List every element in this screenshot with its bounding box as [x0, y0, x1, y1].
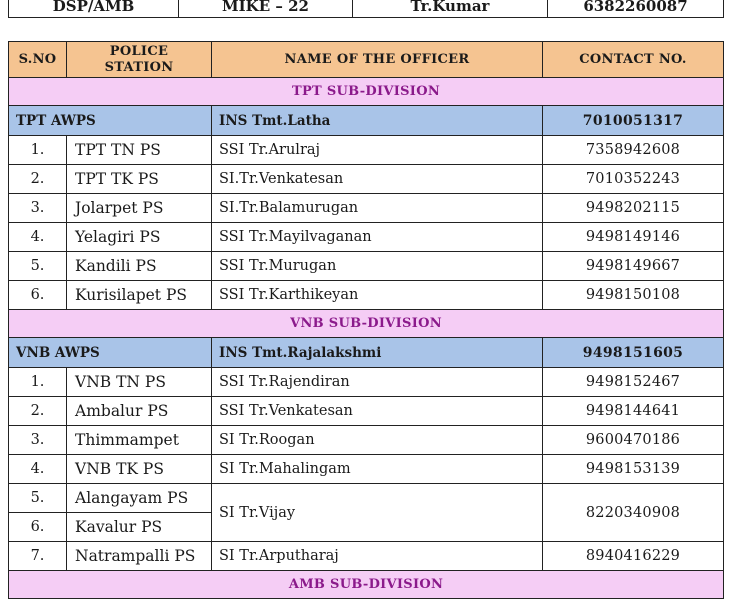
header-officer: NAME OF THE OFFICER: [212, 42, 543, 78]
table-row: [9, 397, 724, 426]
awps-officer: INS Tmt.Latha: [212, 106, 543, 136]
row-station: Ambalur PS: [67, 397, 212, 426]
row-officer: SSI Tr.Venkatesan: [212, 397, 543, 426]
row-station: Kavalur PS: [67, 513, 212, 542]
row-officer: SSI Tr.Arulraj: [212, 136, 543, 165]
row-sno: 3.: [9, 426, 67, 455]
cell-officer: Tr.Kumar: [353, 0, 548, 18]
row-officer: SI.Tr.Venkatesan: [212, 165, 543, 194]
row-contact: 7358942608: [543, 136, 724, 165]
row-station: Yelagiri PS: [67, 223, 212, 252]
awps-row-tpt: [9, 106, 724, 136]
table-row: [9, 484, 724, 513]
row-station: Kurisilapet PS: [67, 281, 212, 310]
header-station-line2: STATION: [104, 59, 174, 75]
row-contact-merged: 8220340908: [543, 484, 724, 542]
awps-row-vnb: [9, 338, 724, 368]
row-station: Thimmampet: [67, 426, 212, 455]
row-contact: 9498149146: [543, 223, 724, 252]
header-station-line1: POLICE: [109, 43, 169, 59]
officer-contact-table: [8, 41, 724, 599]
row-officer: SSI Tr.Rajendiran: [212, 368, 543, 397]
row-station: VNB TN PS: [67, 368, 212, 397]
table-row: [9, 194, 724, 223]
subdivision-row-amb: [9, 571, 724, 599]
row-sno: 1.: [9, 136, 67, 165]
subdivision-row-vnb: [9, 310, 724, 338]
row-station: VNB TK PS: [67, 455, 212, 484]
header-contact: CONTACT NO.: [543, 42, 724, 78]
awps-contact: 7010051317: [543, 106, 724, 136]
table-row: [9, 368, 724, 397]
row-sno: 5.: [9, 484, 67, 513]
row-sno: 4.: [9, 223, 67, 252]
awps-officer: INS Tmt.Rajalakshmi: [212, 338, 543, 368]
row-station: Kandili PS: [67, 252, 212, 281]
subdivision-title: AMB SUB-DIVISION: [9, 571, 724, 599]
row-officer: SI Tr.Arputharaj: [212, 542, 543, 571]
row-sno: 6.: [9, 513, 67, 542]
table-row: [9, 426, 724, 455]
row-contact: 7010352243: [543, 165, 724, 194]
table-row: [9, 136, 724, 165]
row-sno: 4.: [9, 455, 67, 484]
row-officer: SI Tr.Mahalingam: [212, 455, 543, 484]
table-row: [9, 252, 724, 281]
row-officer: SI Tr.Roogan: [212, 426, 543, 455]
row-officer: SSI Tr.Murugan: [212, 252, 543, 281]
row-contact: 9498144641: [543, 397, 724, 426]
cell-designation: DSP/AMB: [9, 0, 179, 18]
row-sno: 2.: [9, 397, 67, 426]
subdivision-row-tpt: [9, 78, 724, 106]
row-sno: 5.: [9, 252, 67, 281]
row-contact: 8940416229: [543, 542, 724, 571]
awps-contact: 9498151605: [543, 338, 724, 368]
row-sno: 7.: [9, 542, 67, 571]
row-contact: 9600470186: [543, 426, 724, 455]
previous-page-row-table: [8, 0, 724, 18]
row-station: Natrampalli PS: [67, 542, 212, 571]
row-contact: 9498149667: [543, 252, 724, 281]
table-row: [9, 165, 724, 194]
subdivision-title: TPT SUB-DIVISION: [9, 78, 724, 106]
row-contact: 9498153139: [543, 455, 724, 484]
header-police-station: [67, 42, 212, 78]
row-officer: SSI Tr.Mayilvaganan: [212, 223, 543, 252]
row-contact: 9498202115: [543, 194, 724, 223]
table-row: [9, 281, 724, 310]
cell-contact: 6382260087: [548, 0, 724, 18]
header-row: [9, 42, 724, 78]
previous-page-row: [9, 0, 724, 18]
table-row: [9, 542, 724, 571]
awps-station: TPT AWPS: [9, 106, 212, 136]
row-sno: 2.: [9, 165, 67, 194]
row-contact: 9498150108: [543, 281, 724, 310]
row-station: Alangayam PS: [67, 484, 212, 513]
row-sno: 6.: [9, 281, 67, 310]
row-station: TPT TK PS: [67, 165, 212, 194]
cell-callsign: MIKE – 22: [179, 0, 353, 18]
row-officer-merged: SI Tr.Vijay: [212, 484, 543, 542]
header-sno: S.NO: [9, 42, 67, 78]
row-contact: 9498152467: [543, 368, 724, 397]
table-row: [9, 455, 724, 484]
row-sno: 1.: [9, 368, 67, 397]
subdivision-title: VNB SUB-DIVISION: [9, 310, 724, 338]
row-station: TPT TN PS: [67, 136, 212, 165]
table-row: [9, 223, 724, 252]
row-sno: 3.: [9, 194, 67, 223]
row-station: Jolarpet PS: [67, 194, 212, 223]
awps-station: VNB AWPS: [9, 338, 212, 368]
row-officer: SI.Tr.Balamurugan: [212, 194, 543, 223]
row-officer: SSI Tr.Karthikeyan: [212, 281, 543, 310]
